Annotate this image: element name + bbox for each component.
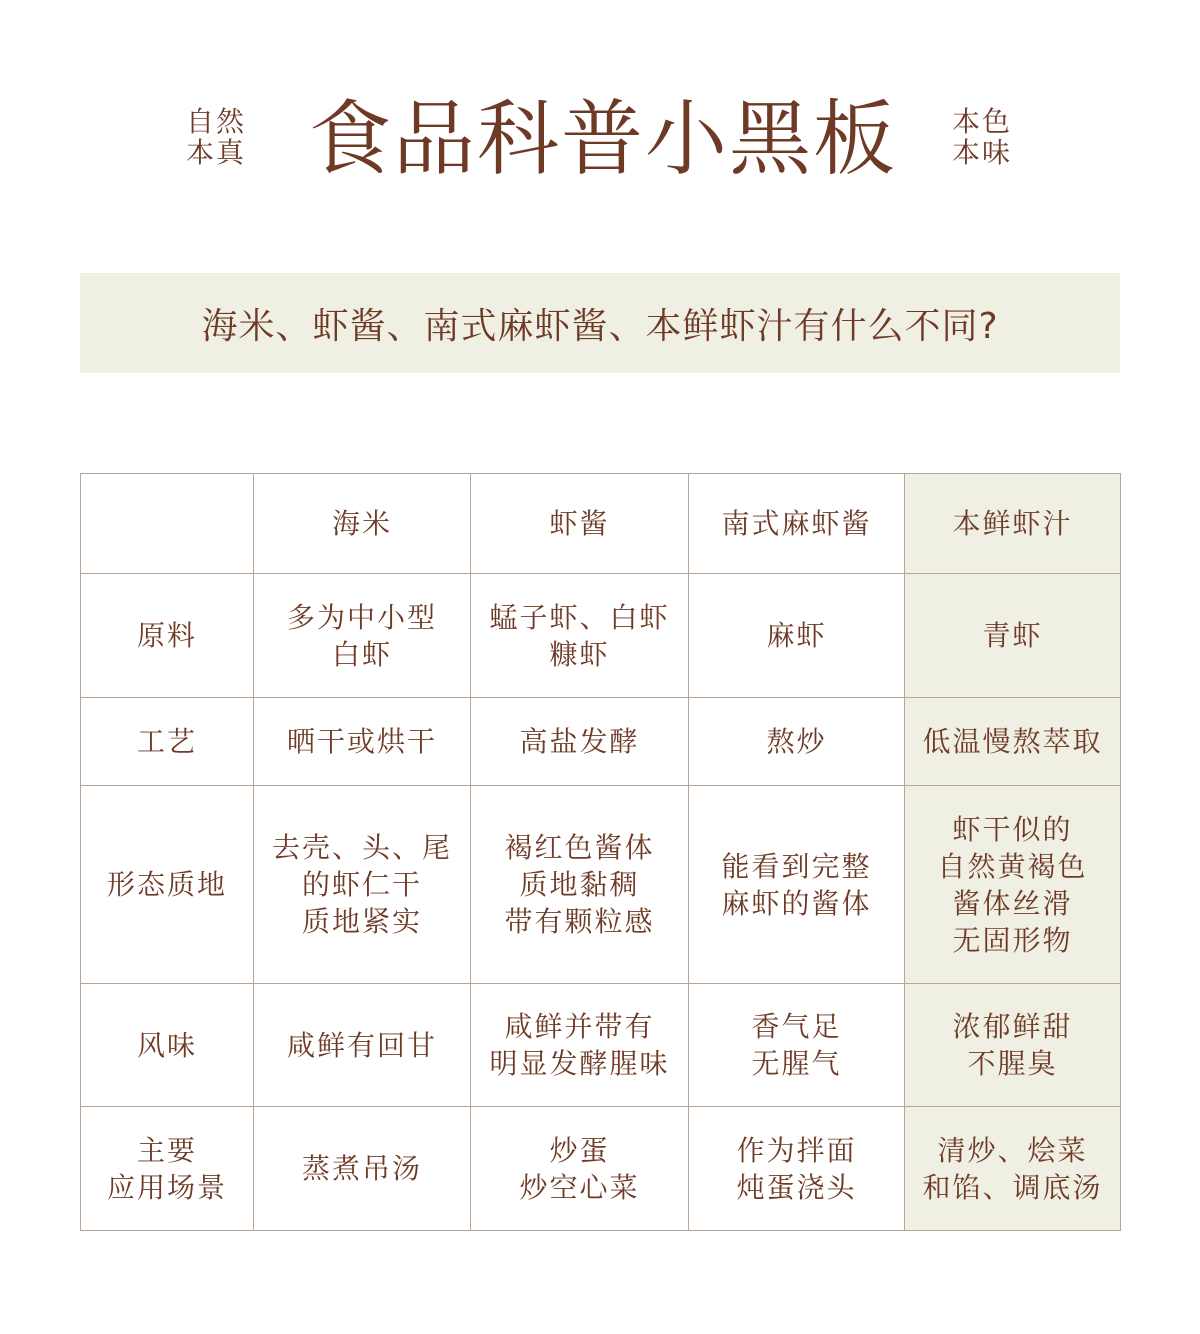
cell-line: 形态质地 (106, 868, 227, 901)
row-label-texture (81, 786, 254, 984)
question-text: 海米、虾酱、南式麻虾酱、本鲜虾汁有什么不同? (201, 305, 999, 347)
comparison-table (80, 473, 1121, 1231)
cell-line: 原料 (136, 619, 197, 652)
cell-line: 蜢子虾、白虾 (489, 600, 670, 634)
table-cell (689, 984, 905, 1107)
tagline-left-line: 本真 (186, 136, 247, 169)
tagline-right (952, 106, 1012, 168)
cell-line: 无腥气 (751, 1047, 842, 1080)
cell-line: 去壳、头、尾 (271, 831, 452, 864)
cell-line: 明显发酵腥味 (489, 1047, 670, 1080)
corner-cell (81, 474, 254, 574)
cell-line: 不腥臭 (967, 1047, 1058, 1080)
cell-line: 青虾 (982, 619, 1043, 652)
cell-line: 熬炒 (766, 725, 827, 758)
tagline-left-line: 自然 (186, 105, 247, 138)
table-row (81, 574, 1121, 698)
table-cell (689, 1107, 905, 1231)
cell-line: 和馅、调底汤 (922, 1170, 1103, 1204)
cell-line: 无固形物 (952, 923, 1073, 957)
table-cell (471, 1107, 689, 1231)
tagline-right-line: 本味 (952, 136, 1013, 169)
cell-line: 炒蛋 (549, 1133, 610, 1167)
row-label-raw-material (81, 574, 254, 698)
column-header-haimi: 海米 (254, 474, 471, 574)
table-cell (471, 698, 689, 786)
table-cell (689, 786, 905, 984)
row-label-process (81, 698, 254, 786)
table-row (81, 1107, 1121, 1231)
table-cell (905, 574, 1121, 698)
table-cell (905, 698, 1121, 786)
column-header-benxian-xiazhi: 本鲜虾汁 (905, 474, 1121, 574)
table-cell (254, 984, 471, 1107)
table-cell (905, 786, 1121, 984)
table-row (81, 698, 1121, 786)
cell-line: 的虾仁干 (301, 868, 422, 901)
cell-line: 工艺 (136, 725, 197, 758)
cell-line: 麻虾 (766, 619, 827, 652)
tagline-left (186, 106, 246, 168)
cell-line: 香气足 (751, 1010, 842, 1043)
cell-line: 带有颗粒感 (504, 905, 655, 938)
row-label-flavor (81, 984, 254, 1107)
table-cell (254, 1107, 471, 1231)
cell-line: 高盐发酵 (519, 725, 640, 758)
table-cell (905, 1107, 1121, 1231)
table-row (81, 984, 1121, 1107)
page-header (0, 90, 1200, 200)
cell-line: 清炒、烩菜 (937, 1133, 1088, 1167)
cell-line: 能看到完整 (721, 849, 872, 883)
cell-line: 虾干似的 (952, 812, 1073, 846)
table-cell (471, 574, 689, 698)
cell-line: 咸鲜并带有 (504, 1010, 655, 1043)
cell-line: 应用场景 (106, 1170, 227, 1204)
cell-line: 咸鲜有回甘 (286, 1028, 437, 1062)
table-cell (254, 574, 471, 698)
question-banner (80, 273, 1120, 373)
cell-line: 晒干或烘干 (286, 725, 437, 758)
table-cell (471, 984, 689, 1107)
cell-line: 麻虾的酱体 (721, 886, 872, 920)
cell-line: 低温慢熬萃取 (922, 725, 1103, 758)
table-cell (689, 574, 905, 698)
cell-line: 炖蛋浇头 (736, 1170, 857, 1204)
cell-line: 褐红色酱体 (504, 831, 655, 864)
cell-line: 风味 (136, 1028, 197, 1062)
table-cell (254, 786, 471, 984)
cell-line: 浓郁鲜甜 (952, 1010, 1073, 1043)
cell-line: 糠虾 (549, 637, 610, 671)
row-label-usage (81, 1107, 254, 1231)
column-header-nanshi-maxiajiang: 南式麻虾酱 (689, 474, 905, 574)
cell-line: 自然黄褐色 (937, 849, 1088, 883)
column-header-xiajiang: 虾酱 (471, 474, 689, 574)
table-cell (254, 698, 471, 786)
cell-line: 质地紧实 (301, 905, 422, 938)
cell-line: 作为拌面 (736, 1133, 857, 1167)
cell-line: 主要 (136, 1133, 197, 1167)
cell-line: 质地黏稠 (519, 868, 640, 901)
tagline-right-line: 本色 (952, 105, 1013, 138)
cell-line: 多为中小型 (286, 600, 437, 634)
table-row (81, 786, 1121, 984)
table-cell (471, 786, 689, 984)
table-header-row (81, 474, 1121, 574)
cell-line: 炒空心菜 (519, 1170, 640, 1204)
page-title: 食品科普小黑板 (308, 92, 897, 187)
cell-line: 白虾 (331, 637, 392, 671)
cell-line: 酱体丝滑 (952, 886, 1073, 920)
cell-line: 蒸煮吊汤 (301, 1152, 422, 1185)
table-cell (905, 984, 1121, 1107)
table-cell (689, 698, 905, 786)
